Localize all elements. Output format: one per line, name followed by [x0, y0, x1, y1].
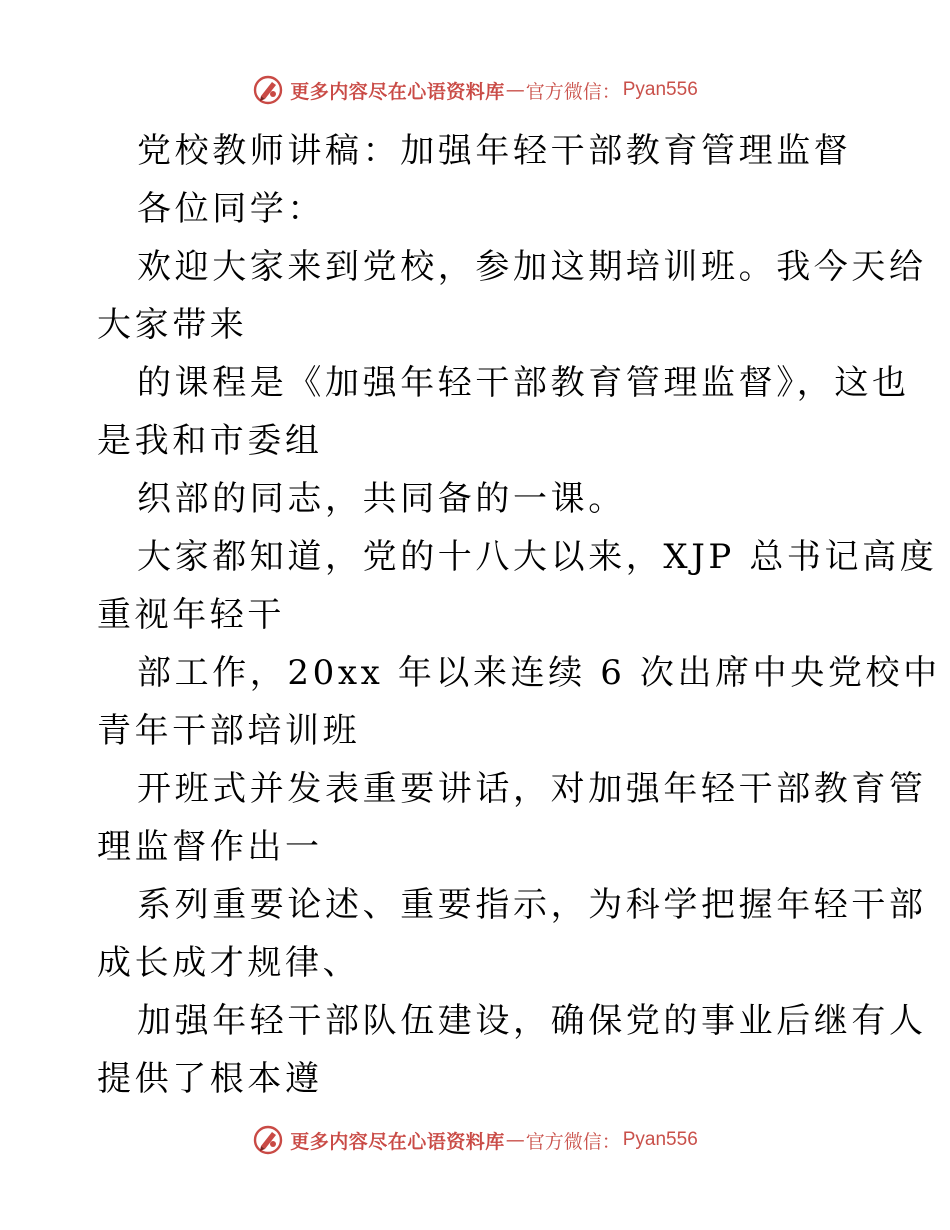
watermark-separator: — — [505, 1129, 525, 1151]
paragraph-line: 成长成才规律、 — [97, 943, 361, 983]
paragraph-line: 重视年轻干 — [97, 595, 285, 635]
watermark-brand: 更多内容尽在心语资料库 — [290, 1130, 505, 1153]
paragraph-line: 大家都知道，党的十八大以来，XJP 总书记高度 — [137, 537, 938, 577]
document-body — [97, 122, 941, 1108]
paragraph-line: 加强年轻干部队伍建设，确保党的事业后继有人 — [137, 1001, 927, 1041]
paragraph-line: 部工作，20xx 年以来连续 6 次出席中央党校中 — [137, 653, 941, 693]
red-pen-logo-icon — [252, 74, 284, 106]
watermark-brand: 更多内容尽在心语资料库 — [290, 80, 505, 103]
paragraph-line: 的课程是《加强年轻干部教育管理监督》，这也 — [137, 363, 910, 403]
paragraph-line: 青年干部培训班 — [97, 711, 361, 751]
watermark-account: Pyan556 — [622, 1129, 698, 1150]
paragraph-line: 开班式并发表重要讲话，对加强年轻干部教育管 — [137, 769, 927, 809]
red-pen-logo-icon — [252, 1124, 284, 1156]
paragraph-line: 织部的同志，共同备的一课。 — [137, 479, 626, 519]
paragraph-line: 系列重要论述、重要指示，为科学把握年轻干部 — [137, 885, 927, 925]
watermark-separator: — — [505, 79, 525, 101]
paragraph-line: 是我和市委组 — [97, 421, 323, 461]
watermark-account: Pyan556 — [622, 79, 698, 100]
watermark-banner-top — [0, 73, 950, 107]
salutation: 各位同学： — [137, 189, 325, 229]
paragraph-line: 大家带来 — [97, 305, 248, 345]
document-title: 党校教师讲稿：加强年轻干部教育管理监督 — [137, 131, 852, 171]
paragraph-line: 欢迎大家来到党校，参加这期培训班。我今天给 — [137, 247, 927, 287]
watermark-official-label: 官方微信： — [525, 80, 621, 103]
watermark-official-label: 官方微信： — [525, 1130, 621, 1153]
paragraph-line: 理监督作出一 — [97, 827, 323, 867]
watermark-banner-bottom — [0, 1123, 950, 1157]
paragraph-line: 提供了根本遵 — [97, 1059, 323, 1099]
